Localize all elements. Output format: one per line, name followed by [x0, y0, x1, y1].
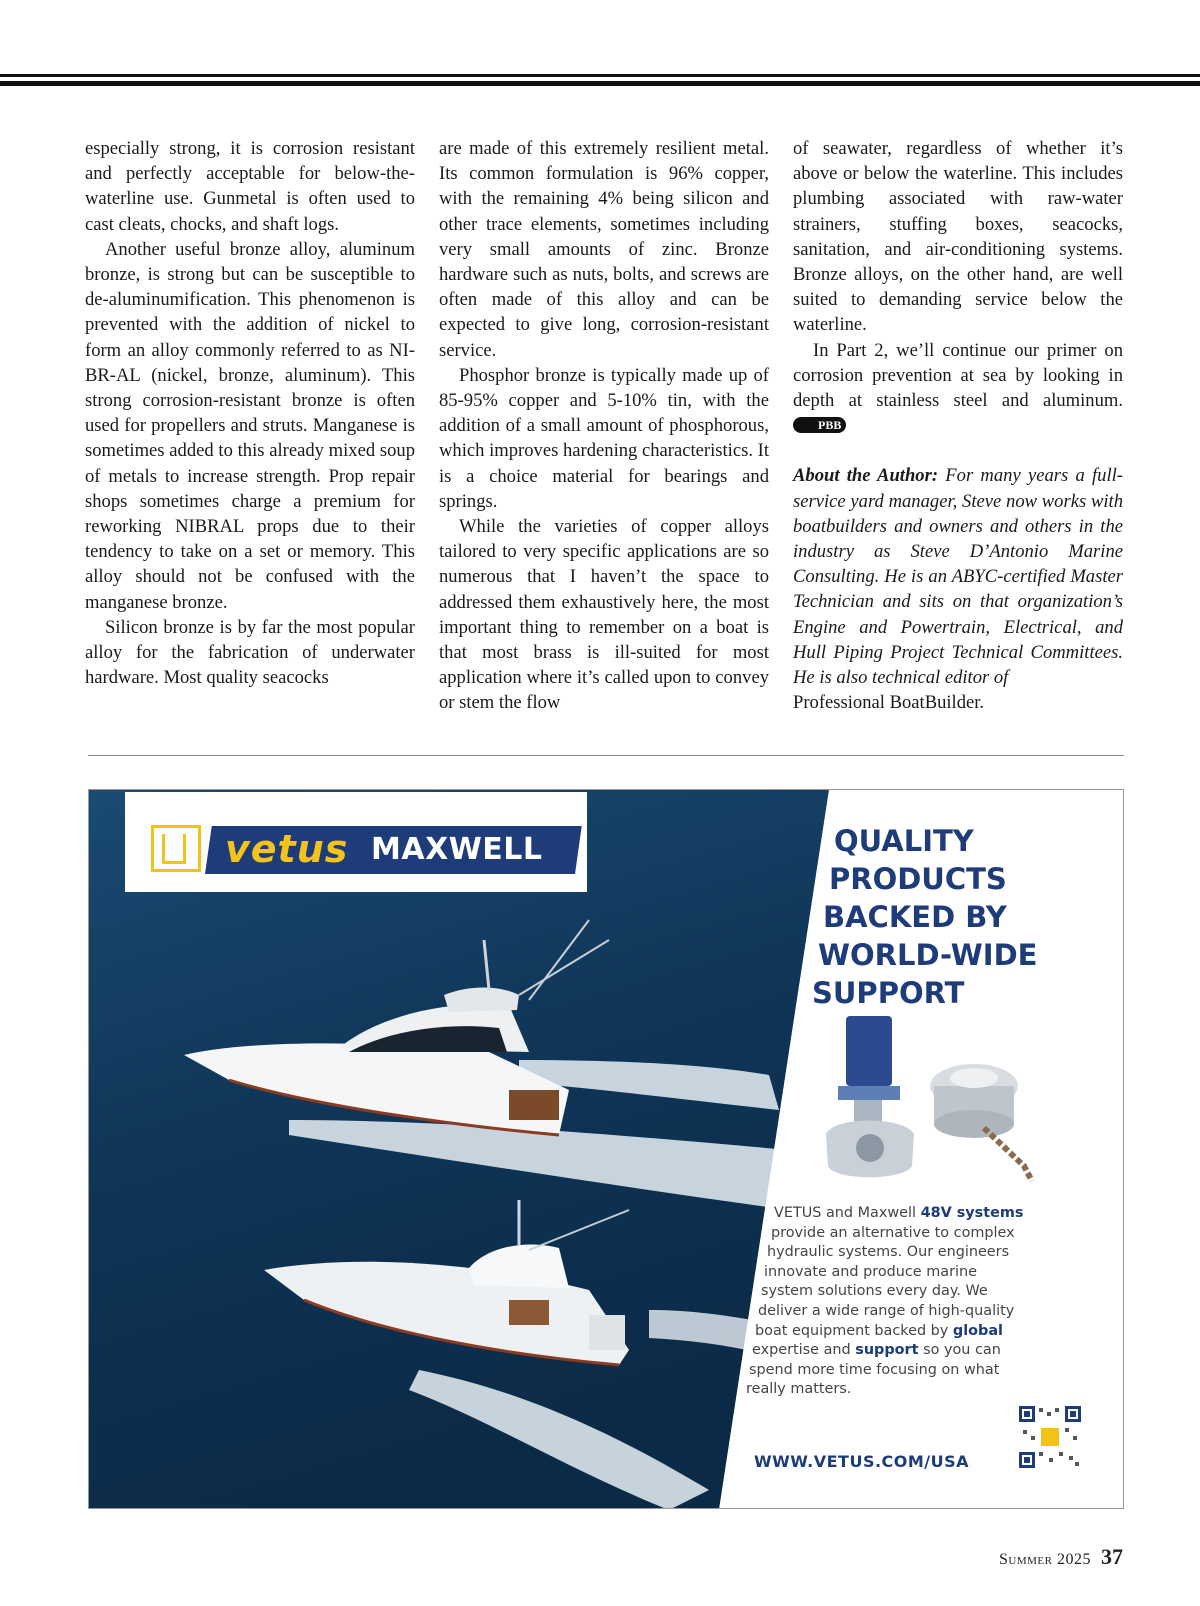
- body-line: provide an alternative to complex: [771, 1224, 1015, 1241]
- highlight-48v: 48V systems: [920, 1205, 1024, 1221]
- article-column-3: [793, 136, 1123, 715]
- body-text-span: so you can: [918, 1342, 1001, 1359]
- body-line: system solutions every day. We: [761, 1283, 988, 1300]
- body-line: innovate and produce marine: [764, 1263, 977, 1280]
- highlight-support: support: [855, 1342, 919, 1359]
- vetus-maxwell-advertisement[interactable]: [88, 789, 1124, 1509]
- body-text-span: expertise and: [752, 1342, 856, 1359]
- vetus-v-mark-icon: [151, 825, 201, 872]
- body-line: spend more time focusing on what: [749, 1361, 1000, 1378]
- about-the-author: [793, 463, 1123, 715]
- headline-line: PRODUCTS: [829, 862, 1007, 896]
- paragraph: [793, 338, 1123, 439]
- about-label: About the Author:: [793, 465, 939, 487]
- headline-line: BACKED BY: [823, 900, 1007, 934]
- windlass-icon: [930, 1064, 1032, 1181]
- body-line: deliver a wide range of high-quality: [758, 1302, 1015, 1319]
- paragraph: of seawater, regardless of whether it’s above or below the waterline. This includes plumbing associated with raw-water strainers, stuffing boxes, seacocks, sanitation, and air-conditioning systems. Bronze alloys, on the other hand, are well suited to demanding service below the waterline.: [793, 138, 1123, 336]
- about-publication: Professional BoatBuilder.: [793, 692, 985, 714]
- closing-paragraph-text: In Part 2, we’ll continue our primer on corrosion prevention at sea by looking in depth at stainless steel and aluminum.: [793, 339, 1123, 412]
- paragraph: Phosphor bronze is typically made up of 85-95% copper and 5-10% tin, with the addition of a small amount of phosphorous, which improves hardening characteristics. It is a choice material for bearings and springs.: [439, 364, 769, 512]
- body-line: really matters.: [746, 1381, 852, 1398]
- about-text: For many years a full-service yard manager, Steve now works with boatbuilders and owners and others in the industry as Steve D’Antonio Marine Consulting. He is an ABYC-certified Master Technician and sits on that organization’s Engine and Powertrain, Electrical, and Hull Piping Project Technical Committees. He is also technical editor of: [793, 465, 1123, 689]
- ad-headline: [809, 822, 1109, 1012]
- body-line: [752, 1341, 1064, 1361]
- body-text-span: boat equipment backed by: [755, 1322, 953, 1339]
- body-line: hydraulic systems. Our engineers: [767, 1244, 1010, 1261]
- page-folio: [999, 1544, 1123, 1570]
- brand-logo[interactable]: [125, 792, 587, 892]
- highlight-global: global: [952, 1322, 1003, 1339]
- paragraph: Another useful bronze alloy, aluminum bronze, is strong but can be susceptible to de-aluminumification. This phenomenon is prevented with the addition of nickel to form an alloy commonly referred to as NI-BR-AL (nickel, bronze, aluminum). This strong corrosion-resistant bronze is often used for propellers and struts. Manganese is sometimes added to this already mixed soup of metals to increase strength. Prop repair shops sometimes charge a premium for reworking NIBRAL props due to their tendency to take on a set or memory. This alloy should not be confused with the manganese bronze.: [85, 238, 415, 613]
- section-divider: [88, 755, 1124, 756]
- headline-line: WORLD-WIDE: [818, 938, 1038, 972]
- top-rule-thin: [0, 74, 1200, 77]
- page-number: 37: [1101, 1544, 1123, 1569]
- article-column-1: [85, 136, 415, 690]
- ad-url-link[interactable]: WWW.VETUS.COM/USA: [754, 1452, 970, 1471]
- paragraph: While the varieties of copper alloys tailored to very specific applications are so numerous that I haven’t the space to addressed them exhaustively here, the most important thing to remember on a boat is that most brass is ill-suited for most application where it’s called upon to convey or stem the flow: [439, 516, 769, 714]
- issue-season: Summer 2025: [999, 1551, 1091, 1568]
- body-line: [774, 1204, 1064, 1224]
- article-column-2: [439, 136, 769, 716]
- bow-thruster-icon: [826, 1016, 914, 1177]
- body-line: [755, 1322, 1064, 1342]
- product-images: [824, 1016, 1044, 1196]
- logo-vetus-text: vetus: [225, 827, 349, 871]
- logo-maxwell-text: MAXWELL: [371, 832, 543, 867]
- paragraph: Silicon bronze is by far the most popular alloy for the fabrication of underwater hardware. Most quality seacocks: [85, 616, 415, 689]
- headline-line: QUALITY: [834, 824, 974, 858]
- end-mark-pbb: PBB: [793, 417, 846, 433]
- body-text-span: VETUS and Maxwell: [774, 1205, 921, 1221]
- paragraph: especially strong, it is corrosion resistant and perfectly acceptable for below-the-waterline use. Gunmetal is often used to cast cleats, chocks, and shaft logs.: [85, 138, 415, 235]
- qr-code-icon[interactable]: [1019, 1406, 1081, 1468]
- headline-line: SUPPORT: [812, 976, 965, 1010]
- ad-body-text: [744, 1204, 1064, 1400]
- paragraph: are made of this extremely resilient metal. Its common formulation is 96% copper, with the remaining 4% being silicon and other trace elements, sometimes including very small amounts of zinc. Bronze hardware such as nuts, bolts, and screws are often made of this alloy and can be expected to give long, corrosion-resistant service.: [439, 138, 769, 361]
- top-rule-thick: [0, 81, 1200, 86]
